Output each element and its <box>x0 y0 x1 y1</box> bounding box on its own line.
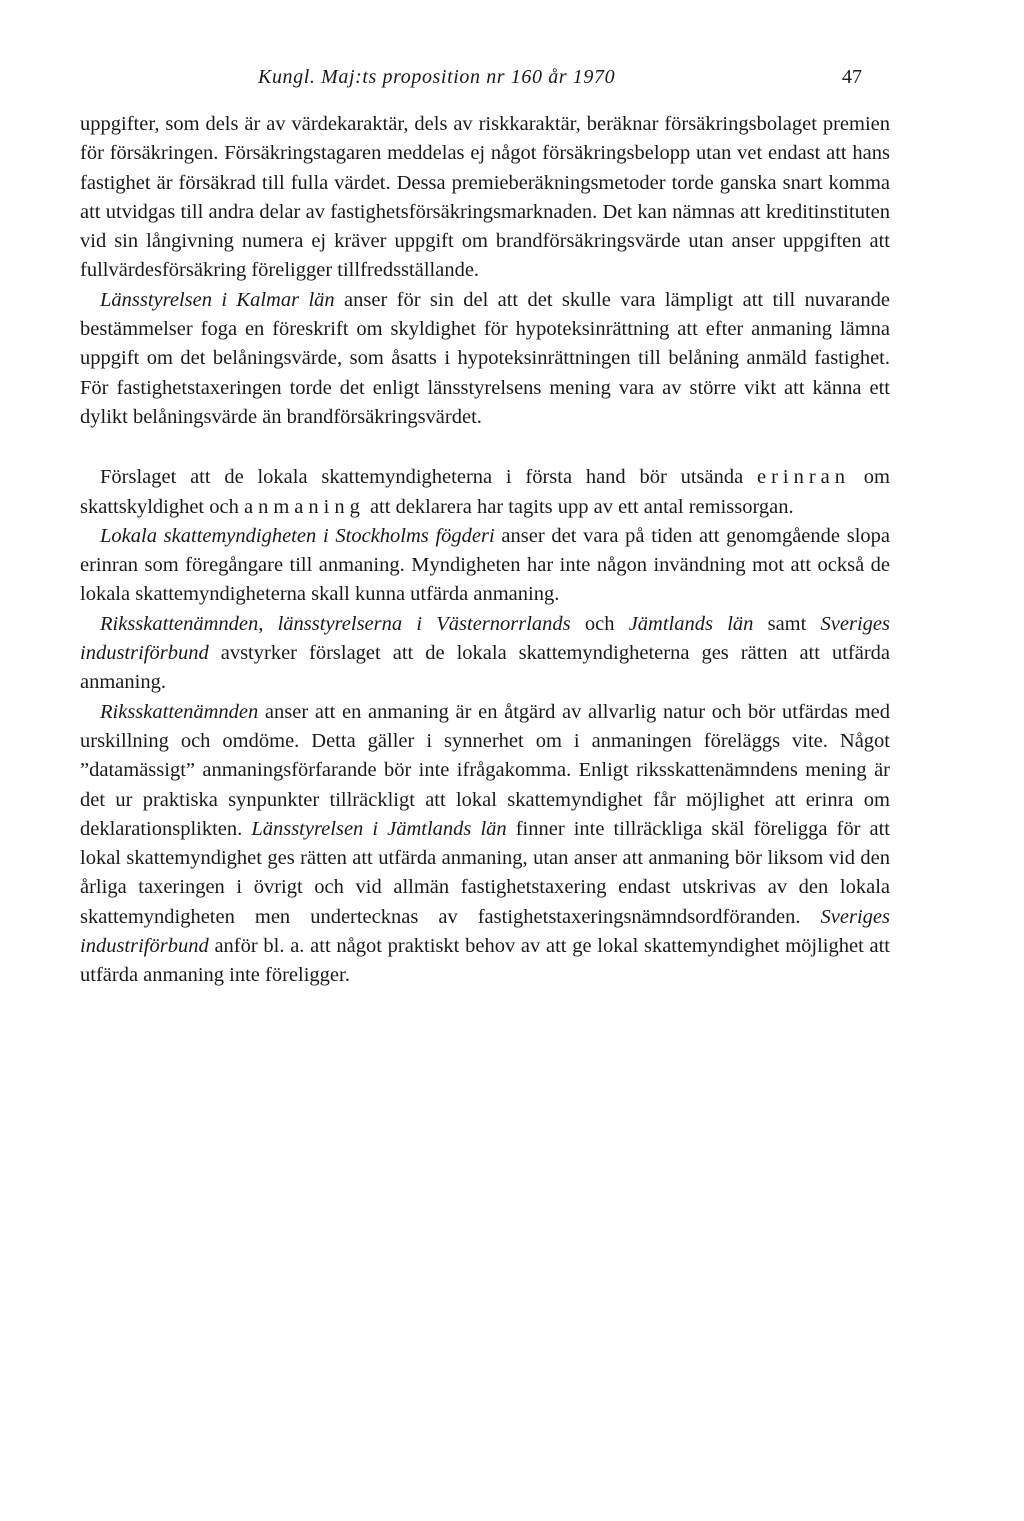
agency-name: Riksskattenämnden, länsstyrelserna i Västernorrlands <box>100 612 571 635</box>
paragraph-proposal <box>80 463 890 522</box>
paragraph-stockholm <box>80 522 890 610</box>
paragraph-premium <box>80 110 890 286</box>
page-number: 47 <box>842 66 862 88</box>
paragraph-text: att deklarera har tagits upp av ett antal remissorgan. <box>364 495 794 518</box>
paragraph-text: anser att en anmaning är en åtgärd av allvarlig natur och bör utfärdas med urskillning och omdöme. Detta gäller i synnerhet om i anmaningen föreläggs vite. Något ”datamässigt” anmaningsförfarande bör inte ifrågakomma. Enligt riksskattenämndens mening är det ur praktiska synpunkter tillräckligt att lokal skattemyndighet får möjlighet att erinra om deklarationsplikten. <box>80 700 890 840</box>
agency-name: Länsstyrelsen i Kalmar län <box>100 288 335 311</box>
paragraph-kalmar <box>80 286 890 432</box>
page-header <box>80 66 890 98</box>
body-text <box>80 110 890 991</box>
agency-name: Sveriges industriförbund <box>80 905 890 958</box>
spaced-term-anmaning: anmaning <box>243 495 365 518</box>
paragraph-text: och <box>570 612 629 635</box>
agency-name: Riksskattenämnden <box>100 700 259 723</box>
paragraph-text: finner inte tillräckliga skäl föreligga för att lokal skattemyndighet ges rätten att utfärda anmaning, utan anser att anmaning bör liksom vid den årliga taxeringen i övrigt och vid allmän fastighetstaxering endast utskrivas av den lokala skattemyndigheten men undertecknas av fastighetstaxeringsnämndsordföranden. <box>80 817 890 928</box>
paragraph-text: anser det vara på tiden att genomgående slopa erinran som föregångare till anmaning. Myndigheten har inte någon invändning mot att också de lokala skattemyndigheterna skall kunna utfärda anmaning. <box>80 524 890 606</box>
paragraph-text: Förslaget att de lokala skattemyndigheterna i första hand bör utsända <box>100 466 757 489</box>
paragraph-text: anför bl. a. att något praktiskt behov av att ge lokal skattemyndighet möjlighet att utfärda anmaning inte föreligger. <box>80 935 890 987</box>
running-title: Kungl. Maj:ts proposition nr 160 år 1970 <box>258 66 616 88</box>
paragraph-riksskattenamnden <box>80 698 890 991</box>
spaced-term-erinran: erinran <box>756 466 851 489</box>
paragraph-text: avstyrker förslaget att de lokala skattemyndigheterna ges rätten att utfärda anmaning. <box>80 642 890 694</box>
paragraph-text: om skattskyldighet och <box>80 466 890 518</box>
agency-name: Lokala skattemyndigheten i Stockholms fögderi <box>100 524 495 547</box>
agency-name: Sveriges industriförbund <box>80 612 890 665</box>
paragraph-text: uppgifter, som dels är av värdekaraktär, dels av riskkaraktär, beräknar försäkringsbolaget premien för försäkringen. Försäkringstagaren meddelas ej något försäkringsbelopp utan vet endast att hans fastighet är försäkrad till fulla värdet. Dessa premieberäkningsmetoder torde ganska snart komma att utvidgas till andra delar av fastighetsförsäkringsmarknaden. Det kan nämnas att kreditinstituten vid sin långivning numera ej kräver uppgift om brandförsäkringsvärde utan anser uppgiften att fullvärdesförsäkring föreligger tillfredsställande. <box>80 113 890 282</box>
paragraph-text: anser för sin del att det skulle vara lämpligt att till nuvarande bestämmelser foga en föreskrift om skyldighet för hypoteksinrättning att efter anmaning lämna uppgift om det belåningsvärde, som åsatts i hypoteksinrättningen till belåning anmäld fastighet. För fastighetstaxeringen torde det enligt länsstyrelsens mening vara av större vikt att känna ett dylikt belåningsvärde än brandförsäkringsvärdet. <box>80 288 890 428</box>
paragraph-objections <box>80 610 890 698</box>
section-gap <box>80 432 890 463</box>
agency-name: Länsstyrelsen i Jämtlands län <box>251 817 507 840</box>
agency-name: Jämtlands län <box>628 612 754 635</box>
paragraph-text: samt <box>753 612 821 635</box>
